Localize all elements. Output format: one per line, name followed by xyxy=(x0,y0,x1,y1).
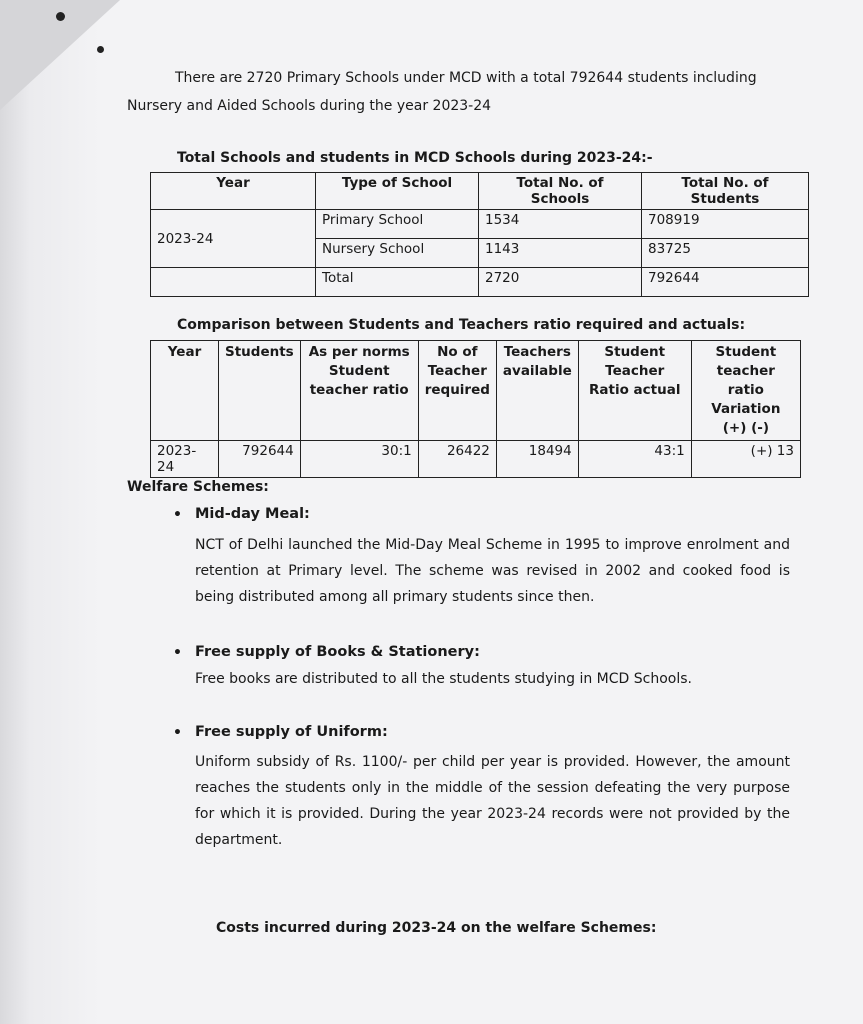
scheme-text: Uniform subsidy of Rs. 1100/- per child per year is provided. However, the amount reaches the students only in the middle of the session defeating the very purpose for which it is provided. During the year 2023-24 records were not provided by the department. xyxy=(195,754,790,848)
punch-hole-mark xyxy=(56,12,65,21)
cell-students: 83725 xyxy=(642,239,809,268)
table-row-total xyxy=(151,268,809,297)
cell-schools: 1534 xyxy=(479,210,642,239)
table-row xyxy=(151,441,801,478)
header-students: Total No. of Students xyxy=(642,173,809,210)
cell-type: Nursery School xyxy=(316,239,479,268)
cell-ratio-variation: (+) 13 xyxy=(691,441,800,478)
header-ratio-variation: Student teacher ratio Variation (+) (-) xyxy=(691,341,800,441)
bullet-icon: • xyxy=(173,645,182,661)
table1-title: Total Schools and students in MCD Schools during 2023-24:- xyxy=(177,150,653,166)
cell-schools: 2720 xyxy=(479,268,642,297)
cell-teachers-required: 26422 xyxy=(418,441,496,478)
header-norm-ratio: As per norms Student teacher ratio xyxy=(300,341,418,441)
cell-year: 2023-24 xyxy=(151,441,219,478)
cell-norm-ratio: 30:1 xyxy=(300,441,418,478)
intro-paragraph: There are 2720 Primary Schools under MCD with a total 792644 students including Nursery and Aided Schools during the year 2023-24 xyxy=(127,70,757,114)
cell-schools: 1143 xyxy=(479,239,642,268)
header-teachers-required: No of Teacher required xyxy=(418,341,496,441)
punch-hole-mark xyxy=(97,46,104,53)
costs-heading: Costs incurred during 2023-24 on the welfare Schemes: xyxy=(216,920,657,936)
header-actual-ratio: Student Teacher Ratio actual xyxy=(578,341,691,441)
cell-year: 2023-24 xyxy=(151,210,316,268)
cell-type: Primary School xyxy=(316,210,479,239)
bullet-icon: • xyxy=(173,725,182,741)
header-year: Year xyxy=(151,341,219,441)
scheme-title: Free supply of Uniform: xyxy=(195,724,388,740)
bullet-icon: • xyxy=(173,507,182,523)
cell-type: Total xyxy=(316,268,479,297)
cell-teachers-available: 18494 xyxy=(496,441,578,478)
header-year: Year xyxy=(151,173,316,210)
ratio-comparison-table xyxy=(150,340,801,478)
cell-students: 792644 xyxy=(642,268,809,297)
table-header-row xyxy=(151,341,801,441)
header-students: Students xyxy=(219,341,301,441)
cell-students: 708919 xyxy=(642,210,809,239)
cell-students: 792644 xyxy=(219,441,301,478)
welfare-heading: Welfare Schemes: xyxy=(127,479,269,495)
page-edge-shadow xyxy=(0,0,100,1024)
scheme-title: Free supply of Books & Stationery: xyxy=(195,644,480,660)
scheme-title: Mid-day Meal: xyxy=(195,506,310,522)
table-row xyxy=(151,210,809,239)
cell-actual-ratio: 43:1 xyxy=(578,441,691,478)
header-type: Type of School xyxy=(316,173,479,210)
table2-title: Comparison between Students and Teachers ratio required and actuals: xyxy=(177,317,746,333)
scheme-text: NCT of Delhi launched the Mid-Day Meal Scheme in 1995 to improve enrolment and retention at Primary level. The scheme was revised in 2002 and cooked food is being distributed among all primary students since then. xyxy=(195,537,790,605)
scheme-text: Free books are distributed to all the students studying in MCD Schools. xyxy=(195,671,692,687)
cell-empty xyxy=(151,268,316,297)
schools-students-table xyxy=(150,172,809,297)
header-schools: Total No. of Schools xyxy=(479,173,642,210)
table-header-row xyxy=(151,173,809,210)
header-teachers-available: Teachers available xyxy=(496,341,578,441)
